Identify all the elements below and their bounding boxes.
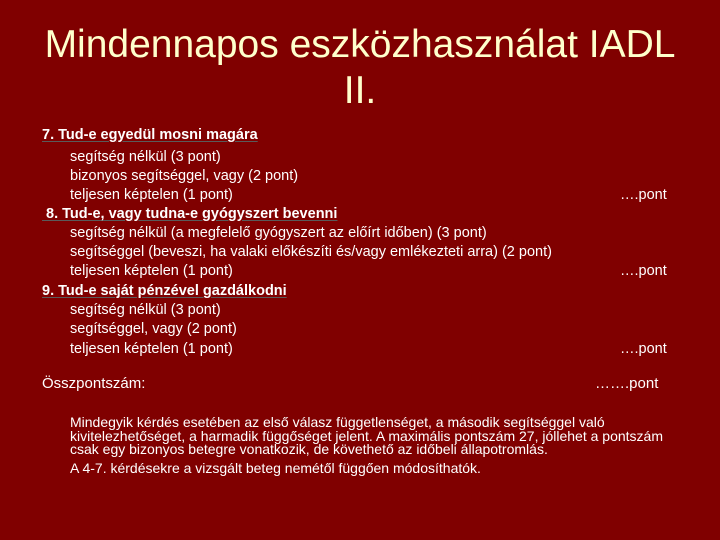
- slide-title: [20, 22, 700, 114]
- total-score: …….pont: [595, 375, 659, 392]
- question-9-score: ….pont: [620, 341, 667, 357]
- question-9-heading: 9. Tud-e saját pénzével gazdálkodni: [42, 283, 287, 299]
- note-paragraph-1: Mindegyik kérdés esetében az első válasz függetlenséget, a második segítséggel való kivitelezhetőséget, a harmadik függőséget jelent. A maximális pontszám 27, jóllehet a pontszám csak egy bizonyos betegre vonatkozik, de követhető az időbeli állapotromlás.: [70, 414, 663, 457]
- note-paragraph-2: A 4-7. kérdésekre a vizsgált beteg nemétől függően módosíthatók.: [70, 459, 481, 476]
- total-label: Összpontszám:: [42, 375, 146, 392]
- question-7-option-1: segítség nélkül (3 pont): [70, 149, 221, 165]
- question-8-option-3: teljesen képtelen (1 pont): [70, 263, 233, 279]
- question-8-option-1: segítség nélkül (a megfelelő gyógyszert az előírt időben) (3 pont): [70, 225, 487, 241]
- question-9-option-1: segítség nélkül (3 pont): [70, 302, 221, 318]
- title-line-1: Mindennapos eszközhasználat IADL: [44, 23, 676, 66]
- question-7-score: ….pont: [620, 187, 667, 203]
- explanatory-note: [70, 416, 682, 475]
- question-8-score: ….pont: [620, 263, 667, 279]
- question-7-option-3: teljesen képtelen (1 pont): [70, 187, 233, 203]
- question-9-option-3: teljesen képtelen (1 pont): [70, 341, 233, 357]
- title-line-2: II.: [343, 69, 377, 112]
- question-7-heading: 7. Tud-e egyedül mosni magára: [42, 127, 258, 143]
- question-7-option-2: bizonyos segítséggel, vagy (2 pont): [70, 168, 299, 184]
- question-8-heading: 8. Tud-e, vagy tudna-e gyógyszert bevenni: [42, 206, 338, 222]
- question-8-option-2: segítséggel (beveszi, ha valaki előkészíti és/vagy emlékezteti arra) (2 pont): [70, 244, 552, 260]
- question-9-option-2: segítséggel, vagy (2 pont): [70, 321, 237, 337]
